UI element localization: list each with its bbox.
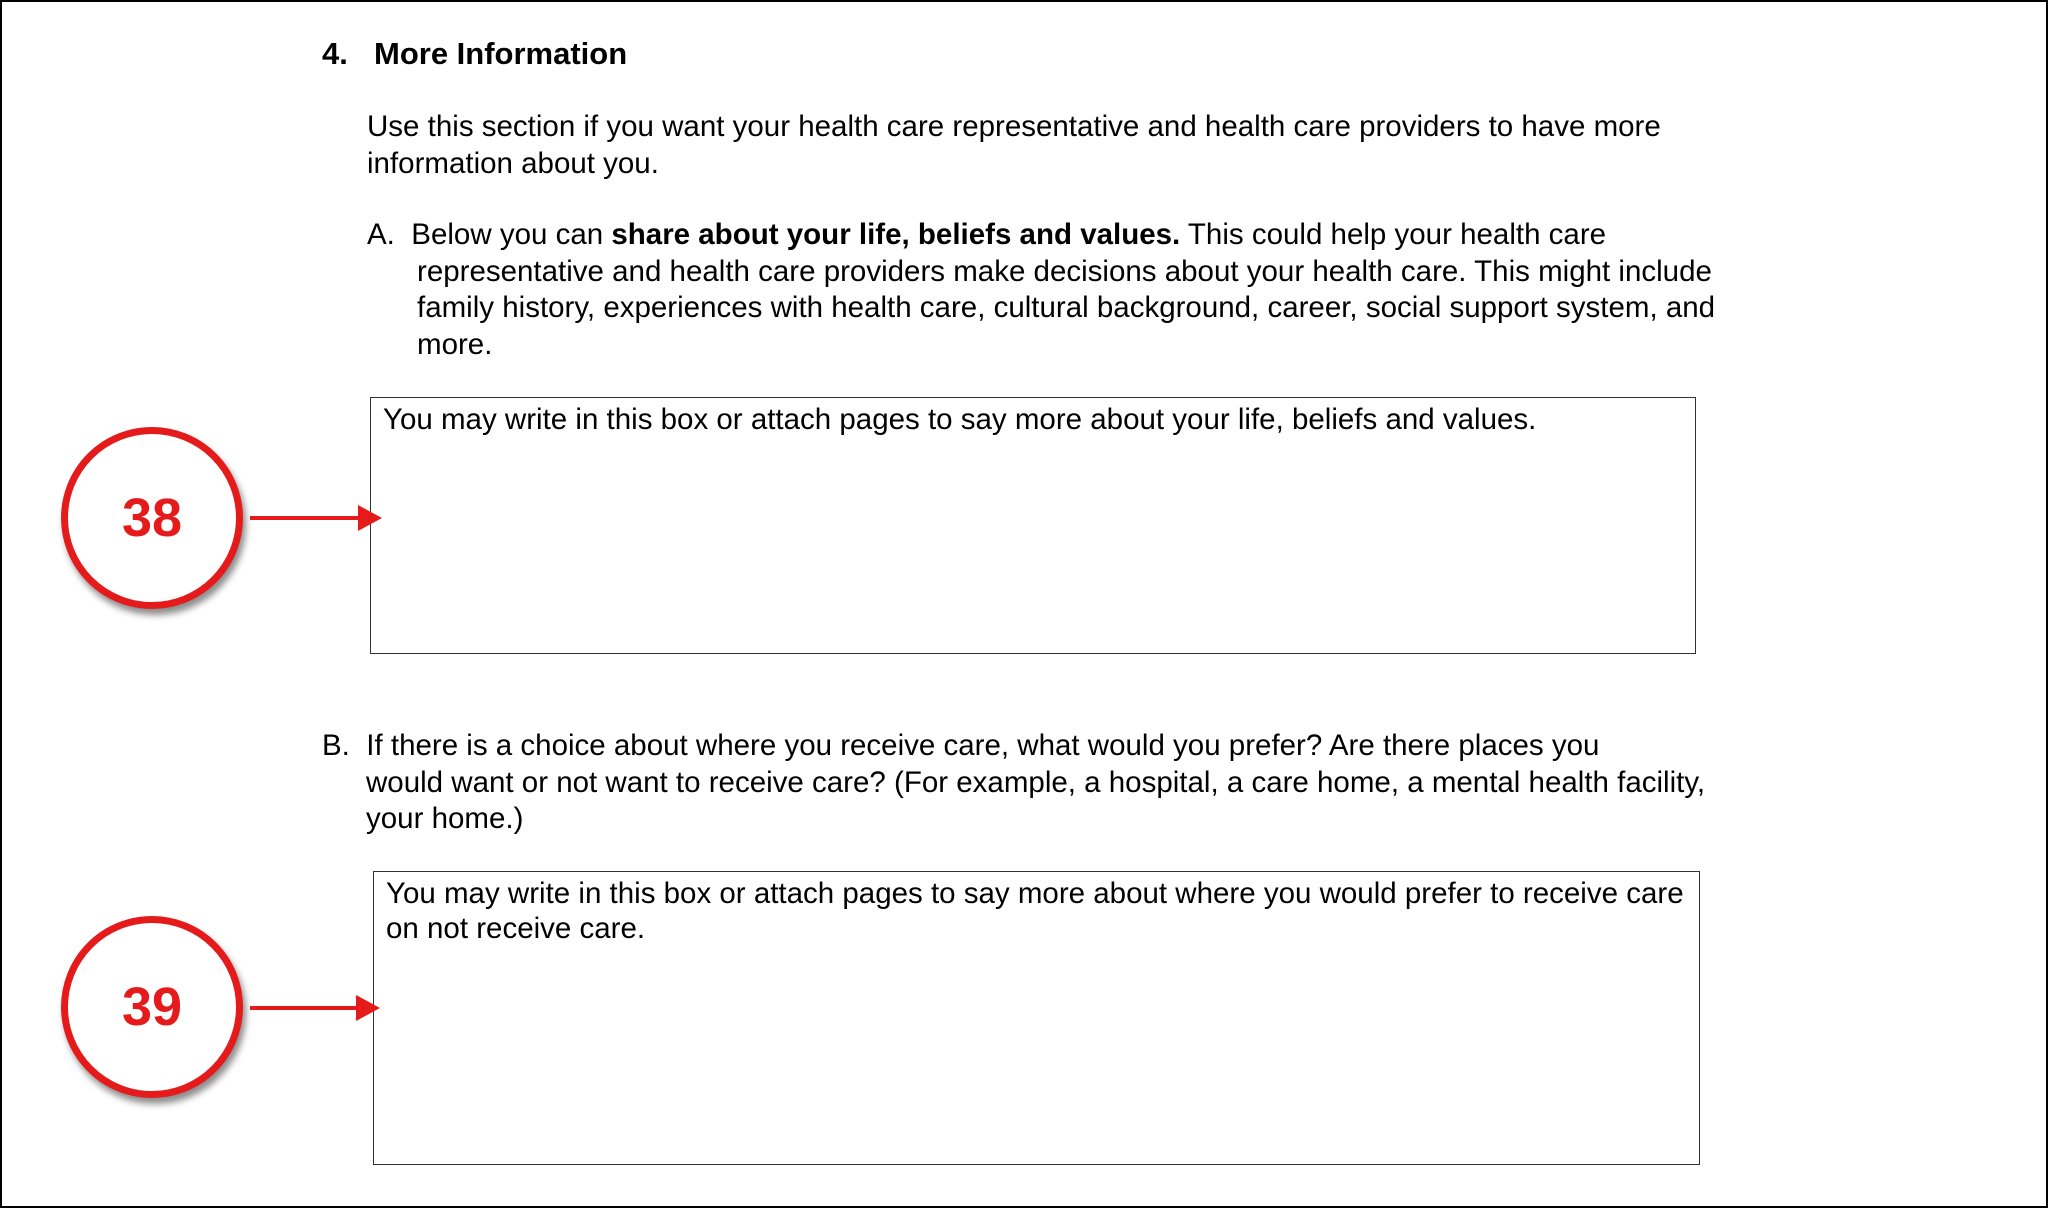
section-heading (322, 34, 627, 74)
callout-badge-38 (61, 427, 243, 609)
intro-paragraph: Use this section if you want your health care representative and health care providers to have more information about you. (367, 110, 1661, 180)
item-a-first-line (367, 217, 1767, 254)
life-beliefs-values-textbox[interactable] (370, 397, 1696, 654)
callout-arrow-39-icon (250, 1006, 376, 1010)
item-b-line1: If there is a choice about where you receive care, what would you prefer? Are there places you (366, 729, 1600, 762)
item-b-first-line (322, 728, 1742, 765)
callout-number-39: 39 (121, 977, 183, 1037)
item-a-line1-tail: This could help your health care (1187, 218, 1607, 251)
life-beliefs-values-prompt: You may write in this box or attach pages to say more about your life, beliefs and values. (383, 403, 1537, 436)
item-a-lead: Below you can (411, 218, 604, 251)
item-b-marker: B. (322, 729, 350, 762)
item-a-marker: A. (367, 218, 395, 251)
item-b-continuation: would want or not want to receive care? (For example, a hospital, a care home, a mental health facility, your home.) (366, 765, 1706, 835)
section-title: More Information (374, 36, 628, 71)
item-a-paragraph (367, 217, 1767, 363)
care-location-prompt: You may write in this box or attach pages to say more about where you would prefer to receive care on not receive care. (386, 877, 1684, 945)
section-number: 4. (322, 36, 348, 71)
callout-number-38: 38 (121, 488, 183, 548)
item-a-continuation: representative and health care providers make decisions about your health care. This might include family history, experiences with health care, cultural background, career, social support system, and more. (417, 254, 1716, 361)
callout-badge-39 (61, 916, 243, 1098)
item-b-paragraph (322, 728, 1742, 838)
item-a-bold-phrase: share about your life, beliefs and values. (611, 218, 1181, 251)
care-location-textbox[interactable] (373, 871, 1700, 1165)
callout-arrow-38-icon (250, 516, 378, 520)
